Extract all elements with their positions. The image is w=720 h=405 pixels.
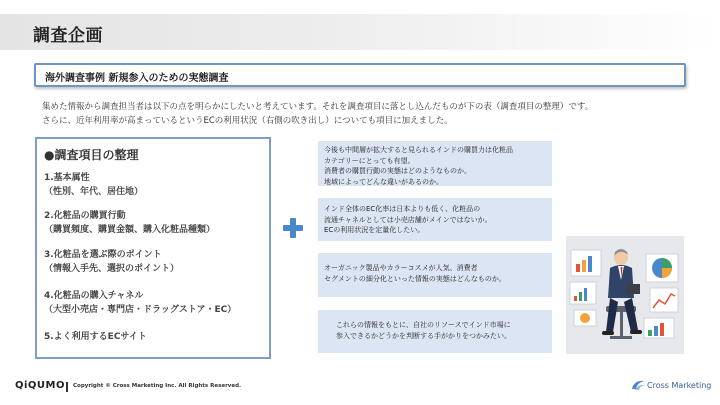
survey-item-title: 2.化粧品の購買行動 (44, 211, 126, 221)
survey-item (44, 289, 236, 317)
survey-item (44, 330, 147, 344)
illustration-svg (566, 236, 684, 354)
survey-item-title: 5.よく利用するECサイト (44, 332, 147, 342)
callout-note (318, 310, 552, 353)
qiqumo-logo: QiQUMO (15, 380, 66, 391)
note-line: 消費者の購買行動の実態はどのようなものか。 (324, 167, 471, 175)
note-line: 流通チャネルとしては小売店舗がメインではないか。 (324, 215, 492, 224)
intro-text (42, 100, 682, 128)
subtitle-box (34, 63, 686, 87)
intro-line-2: さらに、近年利用率が高まっているというECの利用状況（右側の吹き出し）についても項目に加えました。 (42, 116, 453, 126)
note-line: 参入できるかどうかを判断する手がかりをつかみたい。 (336, 331, 511, 340)
survey-items-heading: ●調査項目の整理 (44, 148, 139, 162)
intro-line-1: 集めた情報から調査担当者は以下の点を明らかにしたいと考えています。それを調査項目に落とし込んだものが下の表（調査項目の整理）です。 (42, 102, 594, 112)
survey-item-detail: （性別、年代、居住地） (44, 187, 144, 197)
survey-item-title: 4.化粧品の購入チャネル (44, 291, 144, 301)
note-line: 地域によってどんな違いがあるのか。 (324, 177, 443, 186)
page-title: 調査企画 (33, 26, 103, 46)
note-line: ECの利用状況を定量化したい。 (324, 226, 425, 234)
copyright-text: Copyright © Cross Marketing Inc. All Rights Reserved. (73, 383, 242, 389)
survey-item (44, 248, 179, 276)
survey-item-detail: （大型小売店・専門店・ドラッグストア・EC） (44, 305, 237, 315)
callout-note (318, 198, 552, 241)
survey-item-title: 1.基本属性 (44, 173, 90, 183)
businessman-charts-illustration (566, 236, 684, 354)
subtitle-text: 海外調査事例 新規参入のための実態調査 (45, 73, 229, 84)
callout-note (318, 141, 552, 186)
survey-item-detail: （購買頻度、購買金額、購入化粧品種類） (44, 225, 216, 235)
survey-item-detail: （情報入手先、選択のポイント） (44, 264, 180, 274)
callout-note (318, 253, 552, 297)
survey-item-title: 3.化粧品を選ぶ際のポイント (44, 250, 162, 260)
survey-item (44, 171, 143, 199)
note-line: これらの情報をもとに、自社のリソースでインド市場に (336, 321, 511, 329)
cross-marketing-logo-icon (630, 378, 646, 392)
note-line: オーガニック製品やカラーコスメが人気、消費者 (324, 264, 478, 272)
note-line: 今後も中間層が拡大すると見られるインドの購買力は化粧品 (324, 146, 513, 154)
survey-item (44, 209, 215, 237)
header-band (0, 14, 720, 50)
survey-items-box (35, 137, 271, 359)
footer-separator (66, 382, 68, 392)
note-line: インド全体のEC化率は日本よりも低く、化粧品の (324, 205, 481, 213)
note-line: カテゴリーにとっても有望。 (324, 156, 415, 165)
note-line: セグメントの細分化といった情報の実態はどんなものか。 (324, 274, 506, 283)
plus-icon (283, 218, 303, 238)
cross-marketing-brand: Cross Marketing (647, 381, 712, 390)
